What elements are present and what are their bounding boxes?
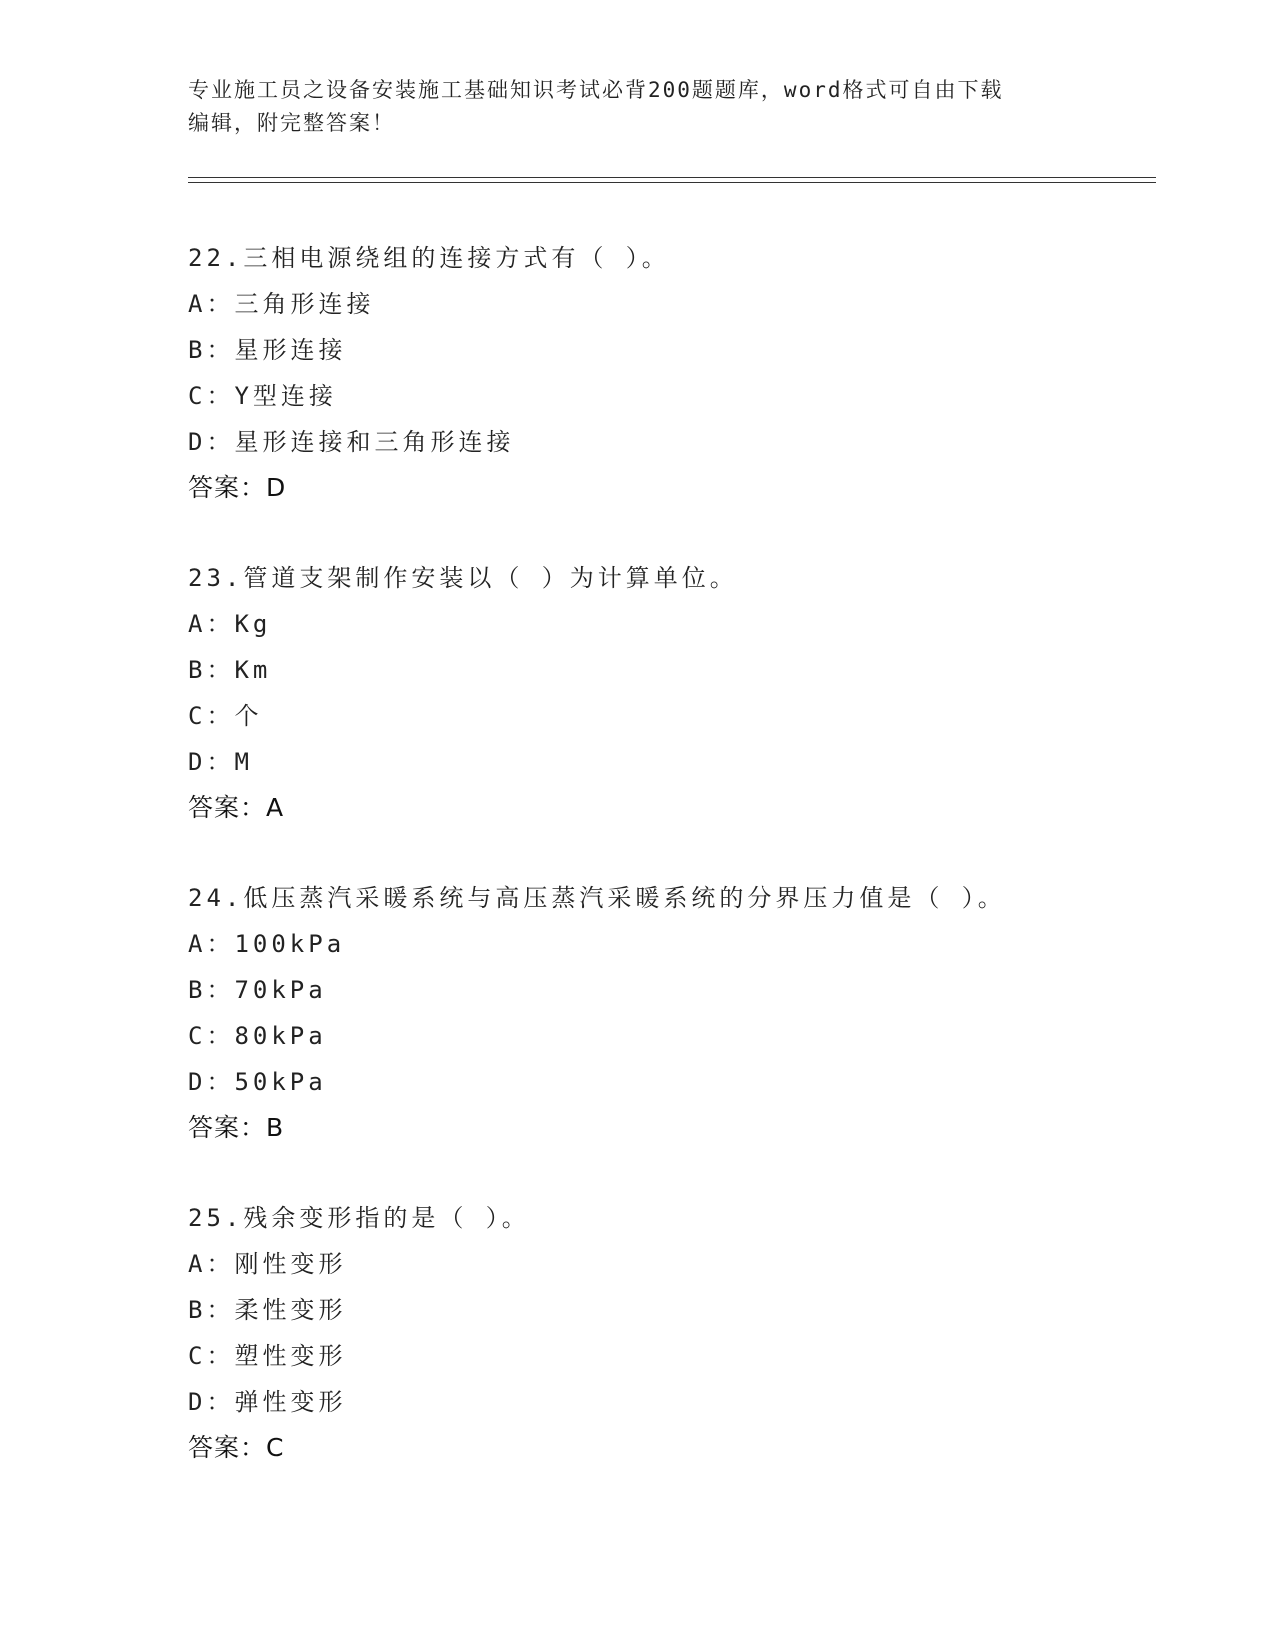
header-line-1: 专业施工员之设备安装施工基础知识考试必背200题题库，word格式可自由下载 — [188, 78, 1004, 102]
question-24 — [188, 875, 1148, 1151]
option-d: D：50kPa — [188, 1068, 327, 1096]
option-c: C：个 — [188, 702, 263, 730]
answer: 答案：D — [188, 473, 287, 502]
option-c: C：塑性变形 — [188, 1342, 347, 1370]
question-22 — [188, 235, 1148, 511]
header-line-2: 编辑，附完整答案！ — [188, 111, 395, 135]
option-c: C：Y型连接 — [188, 382, 337, 410]
answer: 答案：C — [188, 1433, 285, 1462]
document-header — [188, 74, 1088, 140]
answer: 答案：A — [188, 793, 285, 822]
question-text: 22.三相电源绕组的连接方式有（ ）。 — [188, 244, 670, 272]
option-b: B：星形连接 — [188, 336, 347, 364]
option-a: A：三角形连接 — [188, 290, 375, 318]
answer: 答案：B — [188, 1113, 285, 1142]
question-text: 24.低压蒸汽采暖系统与高压蒸汽采暖系统的分界压力值是（ ）。 — [188, 884, 1006, 912]
question-25 — [188, 1195, 1148, 1471]
header-divider-top — [188, 177, 1156, 178]
question-text: 23.管道支架制作安装以（ ）为计算单位。 — [188, 564, 738, 592]
option-a: A：100kPa — [188, 930, 346, 958]
option-b: B：70kPa — [188, 976, 327, 1004]
option-c: C：80kPa — [188, 1022, 327, 1050]
header-divider-bottom — [188, 182, 1156, 183]
question-23 — [188, 555, 1148, 831]
option-d: D：星形连接和三角形连接 — [188, 428, 515, 456]
option-a: A：刚性变形 — [188, 1250, 347, 1278]
question-text: 25.残余变形指的是（ ）。 — [188, 1204, 530, 1232]
option-b: B：Km — [188, 656, 272, 684]
option-d: D：M — [188, 748, 253, 776]
option-b: B：柔性变形 — [188, 1296, 347, 1324]
option-a: A：Kg — [188, 610, 272, 638]
option-d: D：弹性变形 — [188, 1388, 347, 1416]
